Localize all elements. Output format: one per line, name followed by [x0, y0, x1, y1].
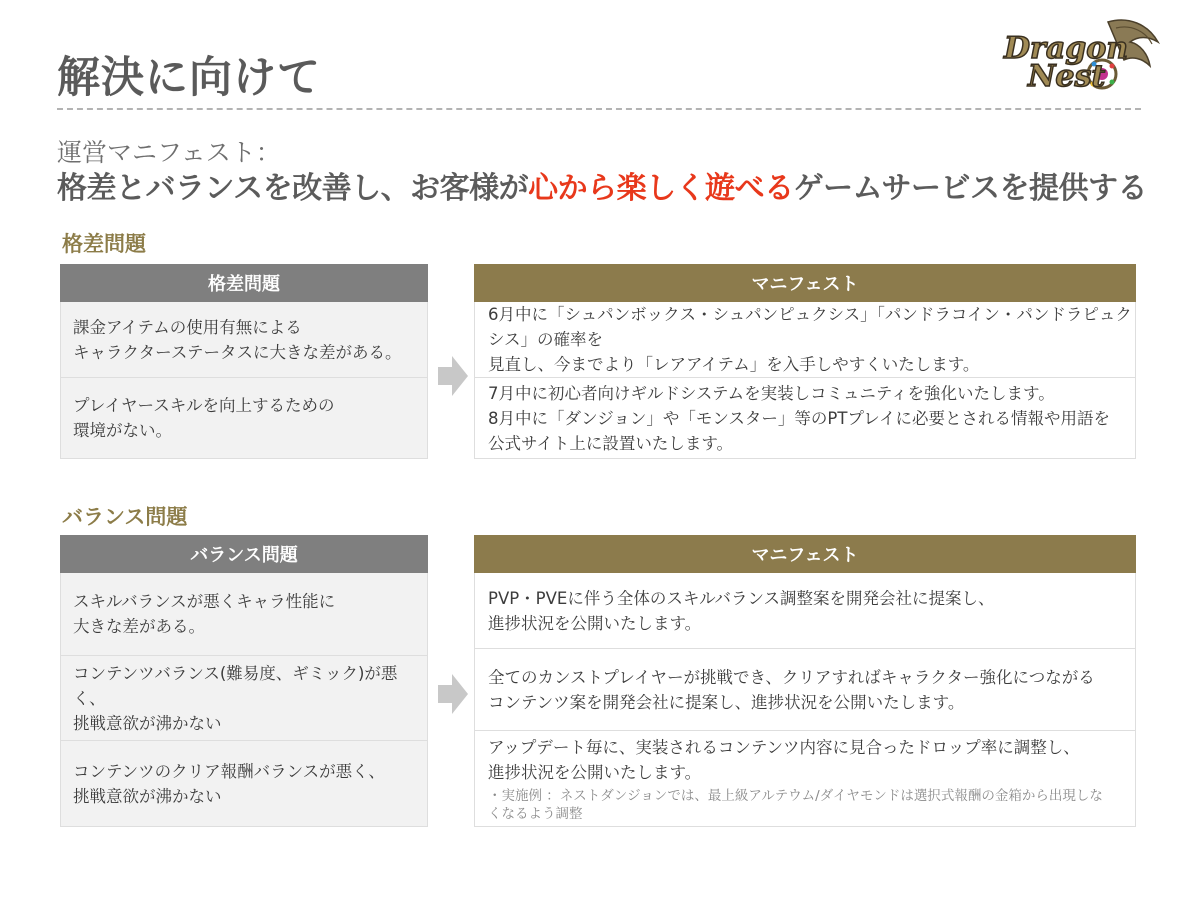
- gap-problem-line: 環境がない。: [73, 421, 172, 440]
- logo-text-line1: Dragon: [1004, 31, 1129, 66]
- gap-problem-line: キャラクターステータスに大きな差がある。: [73, 342, 402, 362]
- balance-problem-line: コンテンツバランス(難易度、ギミック)が悪く、: [73, 663, 398, 708]
- statement-accent: 心から楽しく遊べる: [528, 171, 794, 206]
- gap-manifest-line: 6月中に「シュパンボックス・シュパンピュクシス」「パンドラコイン・パンドラピュクシス」の確率を: [488, 305, 1132, 349]
- balance-manifest-line: アップデート毎に、実装されるコンテンツ内容に見合ったドロップ率に調整し、: [488, 737, 1080, 757]
- gap-manifest-line: 7月中に初心者向けギルドシステムを実装しコミュニティを強化いたします。: [488, 383, 1055, 403]
- dragon-nest-logo-icon: [998, 14, 1166, 98]
- balance-problem-row: [60, 573, 428, 656]
- balance-manifest-line: コンテンツ案を開発会社に提案し、進捗状況を公開いたします。: [488, 692, 965, 712]
- gap-problem-table: [60, 264, 428, 459]
- balance-manifest-line: 全てのカンストプレイヤーが挑戦でき、クリアすればキャラクター強化につながる: [488, 667, 1095, 687]
- page-title: 解決に向けて: [57, 53, 321, 103]
- manifest-statement: [57, 163, 1147, 207]
- balance-manifest-row: [474, 573, 1136, 649]
- balance-problem-line: スキルバランスが悪くキャラ性能に: [73, 592, 336, 611]
- balance-section-title: バランス問題: [62, 505, 188, 529]
- arrow-right-icon: [438, 356, 468, 396]
- note-line: ・実施例 ：ネストダンジョンでは、最上級アルテウム/ダイヤモンドは選択式報酬の金箱から出現しな: [488, 787, 1103, 804]
- statement-before: 格差とバランスを改善し、お客様が: [57, 171, 529, 206]
- balance-manifest-row: [474, 731, 1136, 827]
- balance-problem-table: [60, 535, 428, 827]
- statement-after: ゲームサービスを提供する: [793, 171, 1148, 206]
- balance-problem-line: 大きな差がある。: [73, 617, 205, 636]
- balance-manifest-line: PVP・PVEに伴う全体のスキルバランス調整案を開発会社に提案し、: [488, 588, 995, 608]
- header-divider: [57, 108, 1141, 110]
- gap-manifest-line: 公式サイト上に設置いたします。: [488, 433, 734, 453]
- balance-problem-line: 挑戦意欲が沸かない: [73, 786, 222, 806]
- balance-manifest-table: [474, 535, 1136, 827]
- gap-manifest-table: [474, 264, 1136, 459]
- manifest-label: 運営マニフェスト：: [57, 138, 281, 167]
- balance-manifest-line: 進捗状況を公開いたします。: [488, 613, 702, 633]
- gap-problem-line: 課金アイテムの使用有無による: [73, 317, 302, 337]
- balance-problem-row: [60, 741, 428, 827]
- gap-manifest-header: マニフェスト: [474, 264, 1136, 302]
- balance-manifest-header: マニフェスト: [474, 535, 1136, 573]
- logo-text-line2: Nest: [1028, 59, 1106, 94]
- balance-manifest-line: 進捗状況を公開いたします。: [488, 762, 702, 782]
- gap-manifest-line: 8月中に「ダンジョン」や「モンスター」等のPTプレイに必要とされる情報や用語を: [488, 408, 1110, 428]
- note-line: くなるよう調整: [488, 805, 583, 822]
- balance-manifest-row: [474, 649, 1136, 731]
- balance-problem-line: 挑戦意欲が沸かない: [73, 713, 222, 733]
- gap-problem-line: プレイヤースキルを向上するための: [73, 396, 335, 415]
- balance-problem-line: コンテンツのクリア報酬バランスが悪く、: [73, 761, 385, 781]
- gap-problem-row: [60, 302, 428, 378]
- gap-problem-header: 格差問題: [60, 264, 428, 302]
- gap-manifest-row: [474, 302, 1136, 378]
- gap-manifest-line: 見直し、今までより「レアアイテム」を入手しやすくいたします。: [488, 355, 980, 374]
- arrow-right-icon: [438, 674, 468, 714]
- gap-problem-row: [60, 378, 428, 459]
- gap-manifest-row: [474, 378, 1136, 459]
- gap-section-title: 格差問題: [62, 232, 146, 256]
- balance-manifest-note: [488, 787, 1135, 823]
- balance-problem-header: バランス問題: [60, 535, 428, 573]
- balance-problem-row: [60, 656, 428, 741]
